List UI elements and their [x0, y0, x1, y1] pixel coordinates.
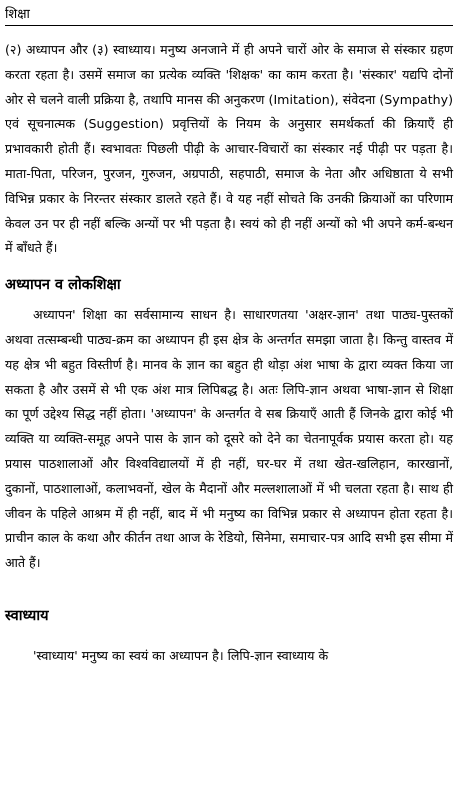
body-paragraph: 'स्वाध्याय' मनुष्य का स्वयं का अध्यापन है। लिपि-ज्ञान स्वाध्याय के	[33, 647, 329, 663]
header-rule	[5, 25, 453, 26]
section-heading: अध्यापन व लोकशिक्षा	[5, 277, 121, 294]
running-head: शिक्षा	[5, 7, 30, 22]
body-paragraph: अध्यापन' शिक्षा का सर्वसामान्य साधन है। साधारणतया 'अक्षर-ज्ञान' तथा पाठ्य-पुस्तकों अथवा तत्सम्बन्धी पाठ्य-क्रम का अध्यापन ही इस क्षेत्र के अन्तर्गत समझा जाता है। किन्तु वास्तव में यह क्षेत्र भी बहुत विस्तीर्ण है। मानव के ज्ञान का बहुत ही थोड़ा अंश भाषा के द्वारा व्यक्त किया जा सकता है और उसमें से भी एक अंश मात्र लिपिबद्ध है। अतः लिपि-ज्ञान अथवा भाषा-ज्ञान से शिक्षा का पूर्ण उद्देश्य सिद्ध नहीं होता। 'अध्यापन' के अन्तर्गत वे सब क्रियाएँ आती हैं जिनके द्वारा कोई भी व्यक्ति या व्यक्ति-समूह अपने पास के ज्ञान को दूसरे को देने का चेतनापूर्वक प्रयास करता हो। यह प्रयास पाठशालाओं और विश्वविद्यालयों में ही नहीं, घर-घर में तथा खेत-खलिहान, कारखानों, दुकानों, पाठशालाओं, कलाभवनों, खेल के मैदानों और मल्लशालाओं में भी चलता रहता है। साथ ही जीवन के पहिले आश्रम में ही नहीं, बाद में भी मनुष्य का विभिन्न प्रकार से अध्यापन होता रहता है। प्राचीन काल के कथा और कीर्तन तथा आज के रेडियो, सिनेमा, समाचार-पत्र आदि सभी इस सीमा में आते हैं।	[5, 307, 453, 571]
body-paragraph: (२) अध्यापन और (३) स्वाध्याय। मनुष्य अनजाने में ही अपने चारों ओर के समाज से संस्कार ग्रहण करता रहता है। उसमें समाज का प्रत्येक व्यक्ति 'शिक्षक' का काम करता है। 'संस्कार' यद्यपि दोनों ओर से चलने वाली प्रक्रिया है, तथापि मानस की अनुकरण (Imitation), संवेदना (Sympathy) एवं सूचनात्मक (Suggestion) प्रवृत्तियों के नियम के अनुसार समर्थकर्ता की क्रियाएँ ही प्रभावकारी होती हैं। स्वभावतः पिछली पीढ़ी के आचार-विचारों का संस्कार नई पीढ़ी पर पड़ता है। माता-पिता, परिजन, पुरजन, गुरुजन, अग्रपाठी, सहपाठी, समाज के नेता और अधिष्ठाता ये सभी विभिन्न प्रकार के निरन्तर संस्कार डालते रहते हैं। वे यह नहीं सोचते कि उनकी क्रियाओं का परिणाम केवल उन पर ही नहीं बल्कि अन्यों पर भी पड़ता है। स्वयं को ही नहीं अन्यों को भी अपने कर्म-बन्धन में बाँधते हैं।	[5, 42, 453, 256]
section-heading: स्वाध्याय	[5, 607, 49, 624]
